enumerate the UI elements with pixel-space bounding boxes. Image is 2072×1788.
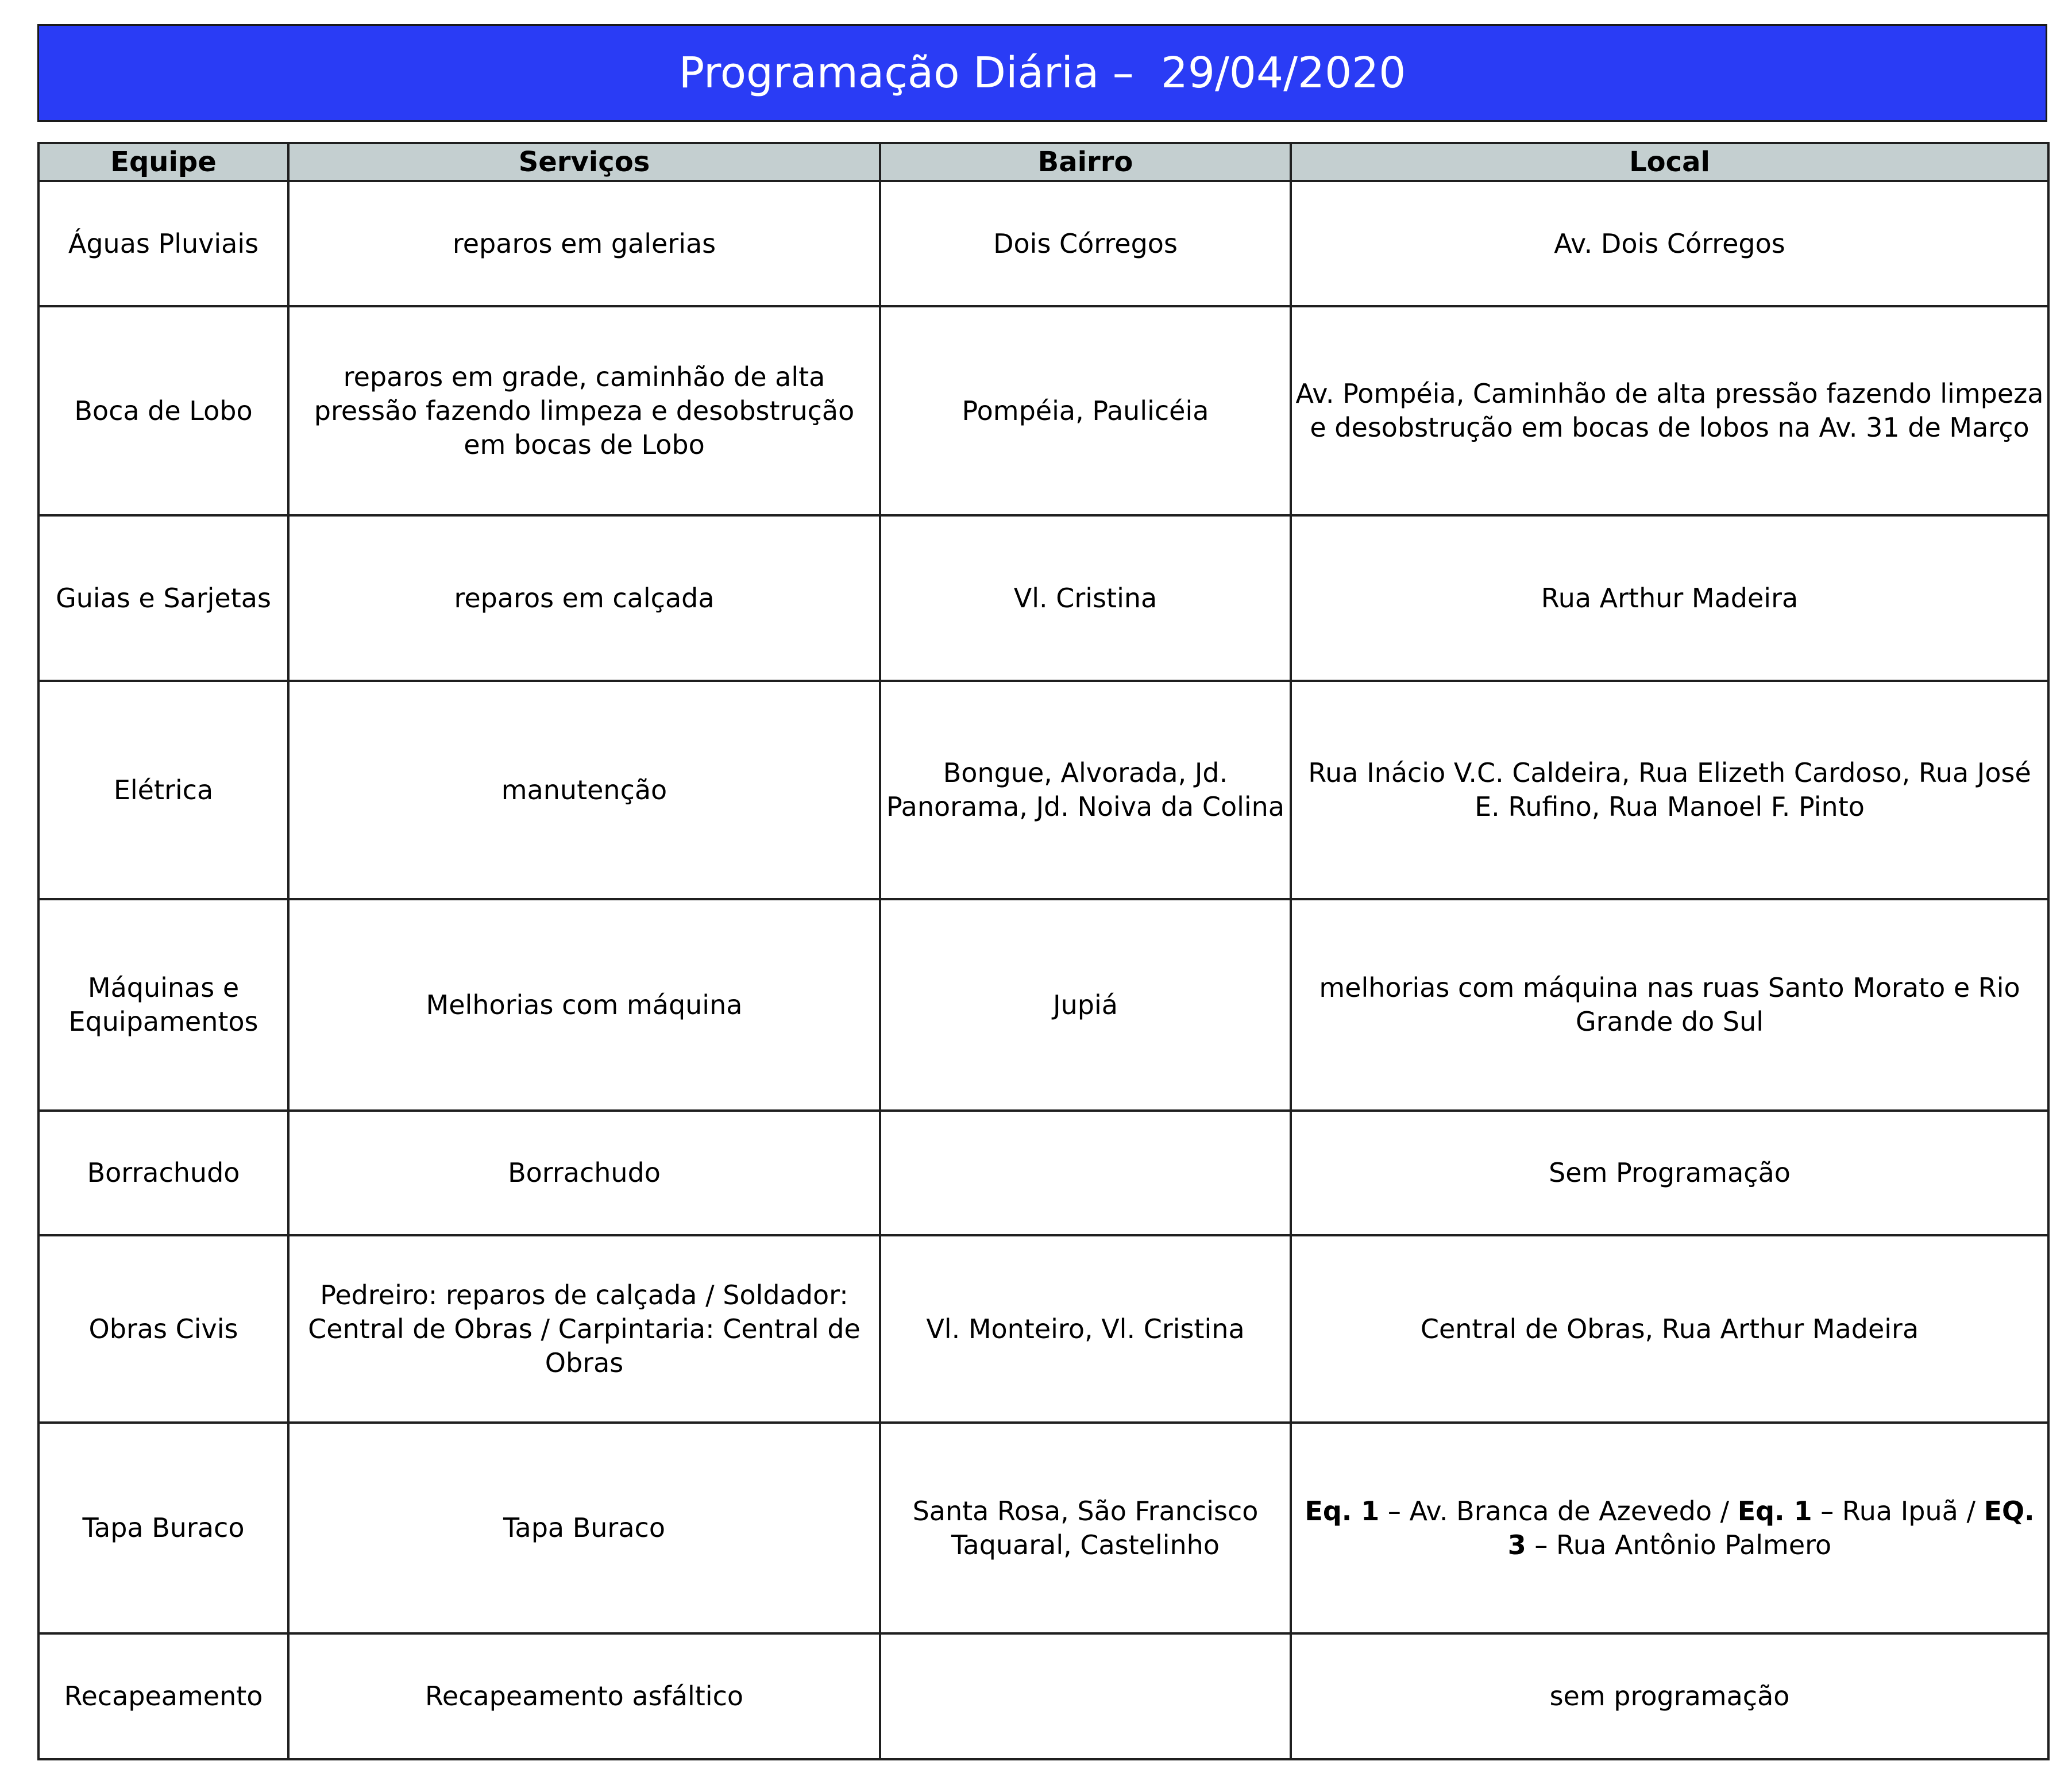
cell-servicos: Borrachudo — [288, 1111, 880, 1235]
cell-equipe: Obras Civis — [38, 1235, 288, 1423]
cell-bairro: Vl. Cristina — [880, 515, 1291, 681]
cell-local: Rua Arthur Madeira — [1291, 515, 2048, 681]
cell-equipe: Boca de Lobo — [38, 306, 288, 515]
cell-local: Av. Pompéia, Caminhão de alta pressão fazendo limpeza e desobstrução em bocas de lobos na Av. 31 de Março — [1291, 306, 2048, 515]
column-header-local: Local — [1291, 143, 2048, 181]
table-row — [38, 1633, 2048, 1759]
cell-equipe: Tapa Buraco — [38, 1423, 288, 1633]
cell-servicos: manutenção — [288, 681, 880, 899]
team-label: EQ. 3 — [1507, 1495, 2035, 1560]
cell-local: Central de Obras, Rua Arthur Madeira — [1291, 1235, 2048, 1423]
cell-equipe: Guias e Sarjetas — [38, 515, 288, 681]
cell-local: Rua Inácio V.C. Caldeira, Rua Elizeth Cardoso, Rua José E. Rufino, Rua Manoel F. Pinto — [1291, 681, 2048, 899]
column-header-equipe: Equipe — [38, 143, 288, 181]
cell-equipe: Águas Pluviais — [38, 181, 288, 306]
page-title-bar — [37, 24, 2047, 122]
team-label: Eq. 1 — [1305, 1495, 1380, 1527]
table-header-row — [38, 143, 2048, 181]
table-row — [38, 515, 2048, 681]
cell-servicos: Pedreiro: reparos de calçada / Soldador: Central de Obras / Carpintaria: Central de Obras — [288, 1235, 880, 1423]
cell-servicos: reparos em galerias — [288, 181, 880, 306]
cell-servicos: Tapa Buraco — [288, 1423, 880, 1633]
cell-bairro: Jupiá — [880, 899, 1291, 1111]
cell-local: melhorias com máquina nas ruas Santo Morato e Rio Grande do Sul — [1291, 899, 2048, 1111]
cell-equipe: Recapeamento — [38, 1633, 288, 1759]
table-row — [38, 181, 2048, 306]
cell-bairro: Pompéia, Paulicéia — [880, 306, 1291, 515]
location-text: – Av. Branca de Azevedo / — [1379, 1495, 1738, 1527]
cell-local: sem programação — [1291, 1633, 2048, 1759]
cell-equipe: Elétrica — [38, 681, 288, 899]
cell-bairro: Vl. Monteiro, Vl. Cristina — [880, 1235, 1291, 1423]
table-row — [38, 1235, 2048, 1423]
cell-equipe: Borrachudo — [38, 1111, 288, 1235]
location-text: – Rua Antônio Palmero — [1526, 1529, 1832, 1560]
cell-local — [1291, 1423, 2048, 1633]
cell-local: Sem Programação — [1291, 1111, 2048, 1235]
cell-bairro: Dois Córregos — [880, 181, 1291, 306]
cell-bairro: Bongue, Alvorada, Jd. Panorama, Jd. Noiva da Colina — [880, 681, 1291, 899]
table-row — [38, 306, 2048, 515]
table-row — [38, 681, 2048, 899]
cell-bairro — [880, 1633, 1291, 1759]
cell-servicos: Melhorias com máquina — [288, 899, 880, 1111]
table-row — [38, 899, 2048, 1111]
location-text: – Rua Ipuã / — [1812, 1495, 1984, 1527]
cell-servicos: reparos em grade, caminhão de alta pressão fazendo limpeza e desobstrução em bocas de Lobo — [288, 306, 880, 515]
cell-bairro — [880, 1111, 1291, 1235]
column-header-bairro: Bairro — [880, 143, 1291, 181]
table-row — [38, 1423, 2048, 1633]
team-label: Eq. 1 — [1737, 1495, 1812, 1527]
cell-servicos: reparos em calçada — [288, 515, 880, 681]
column-header-servicos: Serviços — [288, 143, 880, 181]
page-title: Programação Diária – 29/04/2020 — [678, 48, 1406, 98]
cell-equipe: Máquinas e Equipamentos — [38, 899, 288, 1111]
table-row — [38, 1111, 2048, 1235]
cell-local: Av. Dois Córregos — [1291, 181, 2048, 306]
cell-servicos: Recapeamento asfáltico — [288, 1633, 880, 1759]
cell-bairro: Santa Rosa, São Francisco Taquaral, Castelinho — [880, 1423, 1291, 1633]
schedule-table — [37, 142, 2050, 1760]
